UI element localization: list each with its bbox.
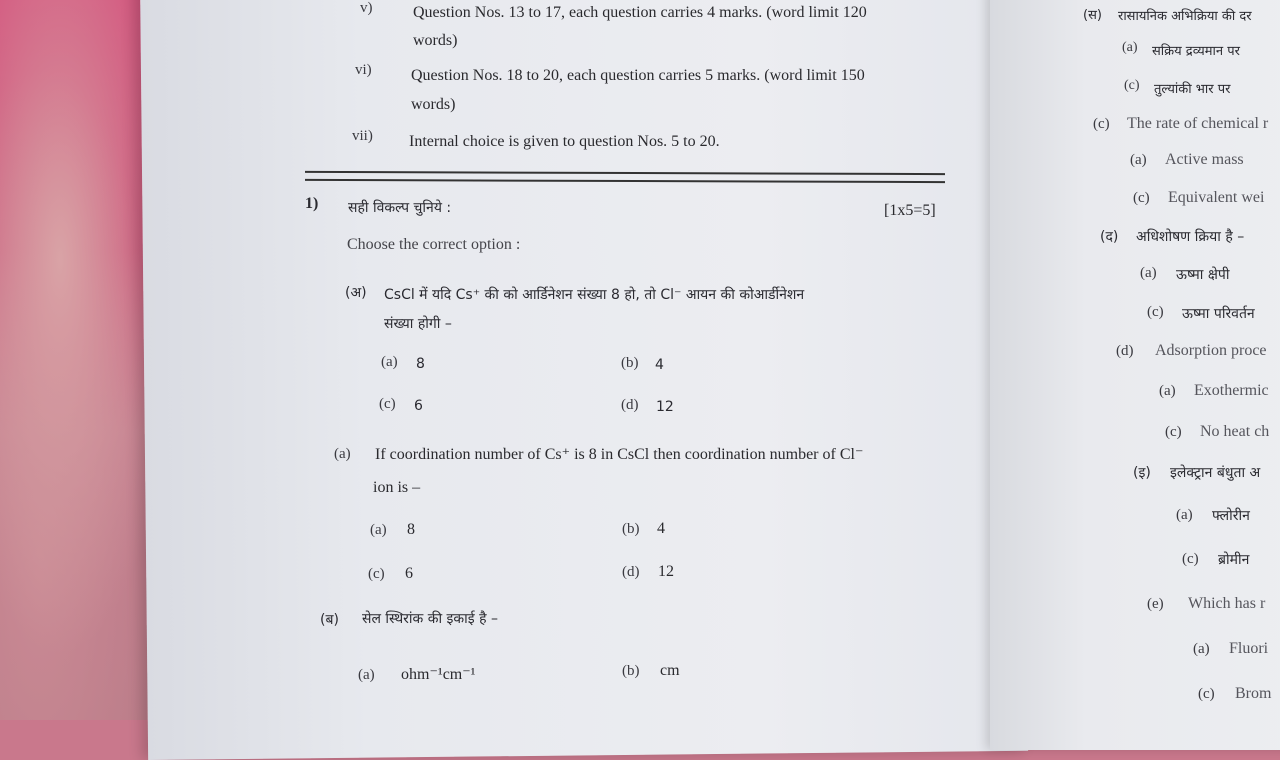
right-item-text: The rate of chemical r (1127, 115, 1269, 132)
right-item-text: सक्रिय द्रव्यमान पर (1152, 44, 1240, 59)
right-item-label: (c) (1182, 551, 1199, 567)
right-item-label: (c) (1133, 190, 1150, 206)
right-item-text: Adsorption proce (1155, 342, 1267, 359)
part-question-line: If coordination number of Cs⁺ is 8 in CsCl then coordination number of Cl⁻ (375, 446, 864, 463)
option-value: cm (660, 662, 680, 679)
exam-page-right (990, 0, 1280, 750)
right-item-label: (c) (1147, 304, 1164, 320)
option-value: 8 (416, 356, 425, 372)
right-item-label: (द) (1100, 229, 1119, 245)
option-value: 12 (658, 563, 674, 580)
right-item-label: (a) (1140, 265, 1157, 281)
right-item-label: (c) (1198, 686, 1215, 702)
option-label: (b) (622, 663, 640, 679)
instruction-text: Question Nos. 18 to 20, each question carries 5 marks. (word limit 150 (411, 67, 865, 84)
right-item-text: अधिशोषण क्रिया है – (1136, 229, 1245, 245)
option-label: (d) (621, 397, 639, 413)
exam-page-left (140, 0, 1028, 760)
option-value: 4 (657, 520, 665, 537)
option-value: ohm⁻¹cm⁻¹ (401, 666, 476, 683)
right-item-label: (स) (1083, 8, 1102, 23)
question-heading-english: Choose the correct option : (347, 236, 521, 253)
option-label: (a) (381, 354, 398, 370)
part-label: (ब) (320, 612, 339, 628)
right-item-text: Fluori (1229, 640, 1269, 657)
right-item-label: (c) (1165, 424, 1182, 440)
option-value: 8 (407, 521, 415, 538)
right-item-text: इलेक्ट्रान बंधुता अ (1170, 465, 1261, 481)
right-item-label: (c) (1124, 78, 1140, 93)
instruction-text: Internal choice is given to question Nos. 5 to 20. (409, 133, 720, 150)
question-number: 1) (305, 195, 319, 212)
option-label: (d) (622, 564, 640, 580)
option-value: 6 (405, 565, 413, 582)
part-label: (a) (334, 446, 351, 462)
right-item-text: Exothermic (1194, 382, 1269, 399)
right-item-label: (a) (1176, 507, 1193, 523)
instruction-number: vii) (352, 128, 373, 144)
instruction-text-cont: words) (411, 96, 456, 113)
right-item-text: फ्लोरीन (1212, 508, 1250, 524)
instruction-text: Question Nos. 13 to 17, each question carries 4 marks. (word limit 120 (413, 4, 867, 21)
part-label: (अ) (345, 285, 367, 301)
right-item-text: Active mass (1165, 151, 1244, 168)
right-item-text: रासायनिक अभिक्रिया की दर (1118, 9, 1252, 24)
option-label: (b) (621, 355, 639, 371)
option-label: (c) (368, 566, 385, 582)
part-question-line: सेल स्थिरांक की इकाई है – (362, 611, 498, 627)
option-value: 6 (414, 398, 423, 414)
instruction-text-cont: words) (413, 32, 458, 49)
right-item-text: ऊष्मा क्षेपी (1176, 267, 1230, 283)
right-item-text: No heat ch (1200, 423, 1270, 440)
option-label: (a) (358, 667, 375, 683)
right-item-text: Which has r (1188, 595, 1266, 612)
right-item-text: तुल्यांकी भार पर (1154, 82, 1231, 97)
right-item-text: Brom (1235, 685, 1272, 702)
question-heading-hindi: सही विकल्प चुनिये : (348, 200, 452, 216)
instruction-number: v) (360, 0, 373, 16)
option-label: (a) (370, 522, 387, 538)
right-item-text: Equivalent wei (1168, 189, 1265, 206)
question-marks: [1x5=5] (884, 202, 936, 219)
part-question-line: ion is – (373, 479, 421, 496)
option-value: 12 (656, 399, 674, 415)
right-item-label: (d) (1116, 343, 1134, 359)
option-label: (b) (622, 521, 640, 537)
right-item-label: (e) (1147, 596, 1164, 612)
option-label: (c) (379, 396, 396, 412)
right-item-label: (a) (1130, 152, 1147, 168)
part-question-line: CsCl में यदि Cs⁺ की को आर्डिनेशन संख्या 8 हो, तो Cl⁻ आयन की कोआर्डीनेशन (384, 287, 805, 303)
right-item-label: (c) (1093, 116, 1110, 132)
right-item-label: (a) (1159, 383, 1176, 399)
part-question-line: संख्या होगी – (384, 316, 452, 332)
option-value: 4 (655, 357, 664, 373)
right-item-label: (a) (1193, 641, 1210, 657)
right-item-label: (a) (1122, 40, 1138, 55)
right-item-text: ऊष्मा परिवर्तन (1182, 306, 1255, 322)
right-item-label: (इ) (1133, 465, 1151, 481)
instruction-number: vi) (355, 62, 372, 78)
right-item-text: ब्रोमीन (1218, 552, 1250, 568)
